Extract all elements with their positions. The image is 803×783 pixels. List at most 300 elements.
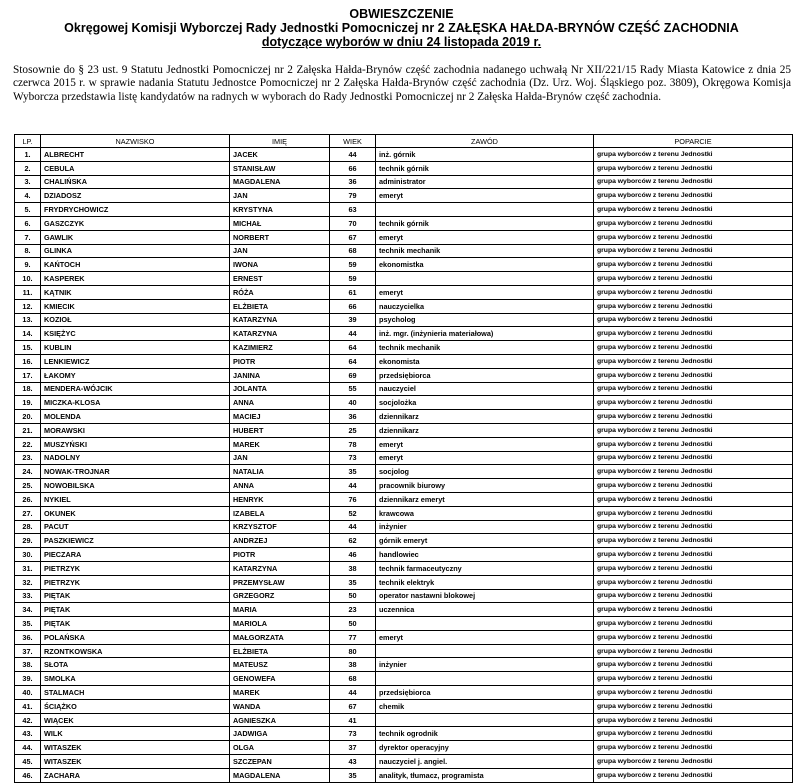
cell-zawod-text: technik mechanik — [379, 343, 441, 353]
cell-poparcie-text: grupa wyborców z terenu Jednostki — [597, 757, 713, 765]
cell-zawod — [376, 382, 594, 396]
cell-nazwisko: SMOLKA — [41, 672, 230, 686]
cell-imie: IWONA — [230, 258, 330, 272]
cell-poparcie — [594, 630, 793, 644]
cell-wiek: 70 — [330, 216, 376, 230]
table-row — [15, 741, 793, 755]
cell-wiek: 36 — [330, 410, 376, 424]
cell-zawod-text: uczennica — [379, 605, 415, 615]
cell-poparcie-text: grupa wyborców z terenu Jednostki — [597, 592, 713, 600]
cell-nazwisko: OKUNEK — [41, 506, 230, 520]
cell-zawod-text: inż. górnik — [379, 149, 416, 159]
table-row — [15, 451, 793, 465]
cell-poparcie — [594, 520, 793, 534]
cell-zawod-text: emeryt — [379, 191, 403, 201]
cell-zawod-text: technik górnik — [379, 163, 429, 173]
table-row — [15, 299, 793, 313]
cell-wiek: 52 — [330, 506, 376, 520]
cell-nazwisko: WILK — [41, 727, 230, 741]
cell-lp: 30. — [15, 548, 41, 562]
cell-nazwisko: PIĘTAK — [41, 617, 230, 631]
cell-zawod — [376, 161, 594, 175]
cell-wiek: 67 — [330, 699, 376, 713]
cell-poparcie-text: grupa wyborców z terenu Jednostki — [597, 206, 713, 214]
cell-lp: 46. — [15, 768, 41, 782]
cell-zawod — [376, 396, 594, 410]
table-row — [15, 672, 793, 686]
cell-poparcie-text: grupa wyborców z terenu Jednostki — [597, 330, 713, 338]
cell-nazwisko: ALBRECHT — [41, 148, 230, 162]
cell-nazwisko: DZIADOSZ — [41, 189, 230, 203]
table-row — [15, 506, 793, 520]
cell-poparcie — [594, 258, 793, 272]
cell-lp: 22. — [15, 437, 41, 451]
cell-imie: MAREK — [230, 686, 330, 700]
cell-poparcie-text: grupa wyborców z terenu Jednostki — [597, 537, 713, 545]
cell-poparcie-text: grupa wyborców z terenu Jednostki — [597, 219, 713, 227]
table-row — [15, 313, 793, 327]
cell-poparcie — [594, 299, 793, 313]
cell-lp: 25. — [15, 479, 41, 493]
cell-zawod-text: handlowiec — [379, 550, 419, 559]
cell-imie: JAN — [230, 451, 330, 465]
table-row — [15, 272, 793, 286]
cell-poparcie-text: grupa wyborców z terenu Jednostki — [597, 454, 713, 462]
cell-wiek: 35 — [330, 465, 376, 479]
cell-nazwisko: MORAWSKI — [41, 423, 230, 437]
cell-imie: MAGDALENA — [230, 175, 330, 189]
cell-zawod — [376, 341, 594, 355]
table-row — [15, 341, 793, 355]
header-zawod: ZAWÓD — [376, 135, 594, 148]
cell-poparcie — [594, 644, 793, 658]
table-row — [15, 630, 793, 644]
cell-zawod — [376, 148, 594, 162]
cell-poparcie-text: grupa wyborców z terenu Jednostki — [597, 468, 713, 476]
cell-zawod-text: inżynier — [379, 660, 407, 670]
cell-imie: MATEUSZ — [230, 658, 330, 672]
cell-zawod-text: analityk, tłumacz, programista — [379, 770, 484, 780]
table-body — [15, 148, 793, 783]
cell-zawod-text: przedsiębiorca — [379, 370, 431, 380]
cell-wiek: 40 — [330, 396, 376, 410]
cell-poparcie — [594, 396, 793, 410]
cell-wiek: 66 — [330, 299, 376, 313]
cell-poparcie — [594, 479, 793, 493]
cell-imie: WANDA — [230, 699, 330, 713]
cell-poparcie — [594, 368, 793, 382]
cell-lp: 34. — [15, 603, 41, 617]
cell-lp: 11. — [15, 285, 41, 299]
cell-lp: 23. — [15, 451, 41, 465]
cell-zawod-text: operator nastawni blokowej — [379, 591, 476, 601]
cell-lp: 21. — [15, 423, 41, 437]
cell-poparcie — [594, 575, 793, 589]
cell-zawod — [376, 230, 594, 244]
cell-poparcie-text: grupa wyborców z terenu Jednostki — [597, 564, 713, 572]
cell-imie: MARIOLA — [230, 617, 330, 631]
cell-poparcie — [594, 148, 793, 162]
cell-lp: 28. — [15, 520, 41, 534]
cell-lp: 7. — [15, 230, 41, 244]
table-row — [15, 727, 793, 741]
cell-zawod — [376, 603, 594, 617]
cell-wiek: 61 — [330, 285, 376, 299]
cell-zawod — [376, 534, 594, 548]
cell-wiek: 35 — [330, 768, 376, 782]
cell-zawod — [376, 313, 594, 327]
cell-lp: 20. — [15, 410, 41, 424]
cell-zawod — [376, 741, 594, 755]
cell-poparcie — [594, 755, 793, 769]
cell-zawod-text: dziennikarz emeryt — [379, 494, 445, 504]
cell-zawod-text: chemik — [379, 701, 405, 711]
table-row — [15, 465, 793, 479]
table-row — [15, 658, 793, 672]
cell-imie: ELŻBIETA — [230, 644, 330, 658]
cell-nazwisko: ZACHARA — [41, 768, 230, 782]
cell-zawod-text: pracownik biurowy — [379, 481, 446, 491]
cell-lp: 38. — [15, 658, 41, 672]
cell-lp: 5. — [15, 203, 41, 217]
cell-imie: MAREK — [230, 437, 330, 451]
cell-nazwisko: RZONTKOWSKA — [41, 644, 230, 658]
cell-wiek: 38 — [330, 561, 376, 575]
cell-imie: OLGA — [230, 741, 330, 755]
cell-lp: 43. — [15, 727, 41, 741]
cell-imie: JACEK — [230, 148, 330, 162]
cell-zawod — [376, 492, 594, 506]
cell-zawod — [376, 272, 594, 286]
table-header-row — [15, 135, 793, 148]
cell-wiek: 44 — [330, 479, 376, 493]
cell-poparcie — [594, 548, 793, 562]
cell-wiek: 44 — [330, 520, 376, 534]
table-row — [15, 203, 793, 217]
cell-lp: 45. — [15, 755, 41, 769]
cell-poparcie — [594, 354, 793, 368]
cell-nazwisko: FRYDRYCHOWICZ — [41, 203, 230, 217]
cell-wiek: 35 — [330, 575, 376, 589]
cell-nazwisko: MUSZYŃSKI — [41, 437, 230, 451]
cell-poparcie — [594, 686, 793, 700]
cell-imie: JOLANTA — [230, 382, 330, 396]
cell-nazwisko: ŁAKOMY — [41, 368, 230, 382]
table-row — [15, 189, 793, 203]
cell-lp: 9. — [15, 258, 41, 272]
cell-nazwisko: PIĘTAK — [41, 603, 230, 617]
cell-zawod — [376, 175, 594, 189]
cell-zawod — [376, 216, 594, 230]
cell-zawod — [376, 686, 594, 700]
cell-poparcie-text: grupa wyborców z terenu Jednostki — [597, 523, 713, 531]
cell-nazwisko: KASPEREK — [41, 272, 230, 286]
cell-poparcie-text: grupa wyborców z terenu Jednostki — [597, 385, 713, 393]
cell-zawod — [376, 755, 594, 769]
table-row — [15, 230, 793, 244]
cell-lp: 36. — [15, 630, 41, 644]
cell-nazwisko: ŚCIĄŻKO — [41, 699, 230, 713]
table-row — [15, 534, 793, 548]
cell-imie: STANISŁAW — [230, 161, 330, 175]
cell-poparcie-text: grupa wyborców z terenu Jednostki — [597, 316, 713, 324]
cell-nazwisko: KUBLIN — [41, 341, 230, 355]
table-row — [15, 327, 793, 341]
cell-poparcie-text: grupa wyborców z terenu Jednostki — [597, 606, 713, 614]
cell-wiek: 38 — [330, 658, 376, 672]
cell-poparcie-text: grupa wyborców z terenu Jednostki — [597, 771, 713, 779]
cell-imie: KAZIMIERZ — [230, 341, 330, 355]
cell-lp: 13. — [15, 313, 41, 327]
cell-imie: HUBERT — [230, 423, 330, 437]
cell-lp: 39. — [15, 672, 41, 686]
cell-poparcie — [594, 230, 793, 244]
cell-zawod — [376, 589, 594, 603]
cell-poparcie-text: grupa wyborców z terenu Jednostki — [597, 619, 713, 627]
cell-poparcie — [594, 534, 793, 548]
cell-poparcie-text: grupa wyborców z terenu Jednostki — [597, 344, 713, 352]
table-row — [15, 755, 793, 769]
cell-imie: JAN — [230, 244, 330, 258]
cell-lp: 35. — [15, 617, 41, 631]
cell-zawod-text: inżynier — [379, 522, 407, 532]
cell-wiek: 59 — [330, 258, 376, 272]
cell-zawod — [376, 189, 594, 203]
cell-imie: KATARZYNA — [230, 327, 330, 341]
cell-lp: 6. — [15, 216, 41, 230]
cell-lp: 16. — [15, 354, 41, 368]
cell-lp: 14. — [15, 327, 41, 341]
cell-zawod — [376, 451, 594, 465]
intro-paragraph: Stosownie do § 23 ust. 9 Statutu Jednostki Pomocniczej nr 2 Załęska Hałda-Brynów część zachodnia nadanego uchwałą Nr XII/221/15 Rady Miasta Katowice z dnia 25 czerwca 2015 r. w sprawie nadania Statutu Jednostce Pomocniczej nr 2 Załęska Hałda-Brynów część zachodnia (Dz. Urz. Woj. Śląskiego poz. 3809), Okręgowa Komisja Wyborcza przedstawia listę kandydatów na radnych w wyborach do Rady Jednostki Pomocniczej nr 2 Załęska Hałda-Brynów część zachodnia. — [13, 64, 791, 103]
cell-zawod-text: ekonomista — [379, 356, 420, 366]
cell-poparcie-text: grupa wyborców z terenu Jednostki — [597, 633, 713, 641]
cell-zawod — [376, 327, 594, 341]
cell-zawod — [376, 575, 594, 589]
table-row — [15, 354, 793, 368]
cell-wiek: 64 — [330, 341, 376, 355]
cell-imie: JAN — [230, 189, 330, 203]
cell-nazwisko: GASZCZYK — [41, 216, 230, 230]
cell-zawod-text: technik farmaceutyczny — [379, 563, 462, 573]
cell-zawod-text: nauczycielka — [379, 301, 425, 311]
cell-wiek: 62 — [330, 534, 376, 548]
cell-poparcie — [594, 285, 793, 299]
cell-poparcie — [594, 768, 793, 782]
cell-nazwisko: KĄTNIK — [41, 285, 230, 299]
cell-imie: NATALIA — [230, 465, 330, 479]
cell-poparcie — [594, 451, 793, 465]
cell-poparcie — [594, 561, 793, 575]
header-poparcie: POPARCIE — [594, 135, 793, 148]
cell-poparcie — [594, 203, 793, 217]
cell-poparcie-text: grupa wyborców z terenu Jednostki — [597, 426, 713, 434]
cell-nazwisko: LENKIEWICZ — [41, 354, 230, 368]
cell-wiek: 63 — [330, 203, 376, 217]
cell-poparcie-text: grupa wyborców z terenu Jednostki — [597, 288, 713, 296]
cell-wiek: 64 — [330, 354, 376, 368]
cell-zawod — [376, 630, 594, 644]
cell-imie: PRZEMYSŁAW — [230, 575, 330, 589]
cell-wiek: 44 — [330, 327, 376, 341]
cell-zawod — [376, 727, 594, 741]
cell-lp: 42. — [15, 713, 41, 727]
table-row — [15, 258, 793, 272]
cell-poparcie — [594, 410, 793, 424]
cell-zawod-text: emeryt — [379, 287, 403, 297]
cell-imie: PIOTR — [230, 548, 330, 562]
cell-imie: AGNIESZKA — [230, 713, 330, 727]
table-row — [15, 396, 793, 410]
cell-wiek: 78 — [330, 437, 376, 451]
cell-lp: 32. — [15, 575, 41, 589]
cell-nazwisko: NYKIEL — [41, 492, 230, 506]
cell-wiek: 41 — [330, 713, 376, 727]
table-row — [15, 285, 793, 299]
cell-imie: HENRYK — [230, 492, 330, 506]
cell-poparcie-text: grupa wyborców z terenu Jednostki — [597, 178, 713, 186]
cell-wiek: 23 — [330, 603, 376, 617]
cell-nazwisko: MENDERA-WÓJCIK — [41, 382, 230, 396]
cell-poparcie — [594, 465, 793, 479]
cell-poparcie-text: grupa wyborców z terenu Jednostki — [597, 371, 713, 379]
cell-poparcie — [594, 341, 793, 355]
table-row — [15, 423, 793, 437]
cell-wiek: 66 — [330, 161, 376, 175]
cell-imie: MARIA — [230, 603, 330, 617]
cell-imie: IZABELA — [230, 506, 330, 520]
cell-poparcie-text: grupa wyborców z terenu Jednostki — [597, 192, 713, 200]
cell-poparcie — [594, 175, 793, 189]
cell-imie: SZCZEPAN — [230, 755, 330, 769]
cell-zawod — [376, 410, 594, 424]
cell-imie: ERNEST — [230, 272, 330, 286]
cell-zawod — [376, 437, 594, 451]
cell-lp: 1. — [15, 148, 41, 162]
cell-zawod — [376, 520, 594, 534]
cell-zawod — [376, 617, 594, 631]
cell-imie: RÓŻA — [230, 285, 330, 299]
table-row — [15, 548, 793, 562]
cell-lp: 27. — [15, 506, 41, 520]
cell-poparcie-text: grupa wyborców z terenu Jednostki — [597, 275, 713, 283]
cell-poparcie-text: grupa wyborców z terenu Jednostki — [597, 261, 713, 269]
cell-imie: MAŁGORZATA — [230, 630, 330, 644]
cell-poparcie — [594, 672, 793, 686]
cell-zawod-text: emeryt — [379, 439, 403, 449]
cell-poparcie — [594, 617, 793, 631]
cell-poparcie — [594, 727, 793, 741]
cell-wiek: 67 — [330, 230, 376, 244]
candidates-table — [14, 134, 793, 783]
table-row — [15, 175, 793, 189]
cell-wiek: 80 — [330, 644, 376, 658]
cell-imie: KRYSTYNA — [230, 203, 330, 217]
cell-zawod — [376, 548, 594, 562]
table-row — [15, 244, 793, 258]
cell-imie: JADWIGA — [230, 727, 330, 741]
cell-poparcie-text: grupa wyborców z terenu Jednostki — [597, 730, 713, 738]
cell-imie: MAGDALENA — [230, 768, 330, 782]
cell-zawod — [376, 658, 594, 672]
cell-zawod-text: krawcowa — [379, 508, 414, 518]
cell-poparcie — [594, 327, 793, 341]
header-nazwisko: NAZWISKO — [41, 135, 230, 148]
header-lp: LP. — [15, 135, 41, 148]
cell-nazwisko: NOWAK-TROJNAR — [41, 465, 230, 479]
cell-nazwisko: PIETRZYK — [41, 575, 230, 589]
cell-poparcie — [594, 272, 793, 286]
table-row — [15, 216, 793, 230]
cell-imie: JANINA — [230, 368, 330, 382]
cell-poparcie — [594, 506, 793, 520]
cell-wiek: 39 — [330, 313, 376, 327]
cell-zawod-text: psycholog — [379, 315, 416, 325]
cell-nazwisko: STALMACH — [41, 686, 230, 700]
cell-poparcie — [594, 437, 793, 451]
cell-imie: ELŻBIETA — [230, 299, 330, 313]
cell-wiek: 76 — [330, 492, 376, 506]
cell-nazwisko: PASZKIEWICZ — [41, 534, 230, 548]
header-election-date: dotyczące wyborów w dniu 24 listopada 2019 r. — [261, 35, 542, 49]
cell-imie: KATARZYNA — [230, 561, 330, 575]
cell-zawod — [376, 699, 594, 713]
cell-imie: MICHAŁ — [230, 216, 330, 230]
cell-wiek: 50 — [330, 589, 376, 603]
cell-zawod-text: nauczyciel — [379, 384, 416, 394]
cell-zawod — [376, 258, 594, 272]
cell-lp: 26. — [15, 492, 41, 506]
cell-nazwisko: PACUT — [41, 520, 230, 534]
cell-poparcie-text: grupa wyborców z terenu Jednostki — [597, 482, 713, 490]
cell-wiek: 69 — [330, 368, 376, 382]
cell-zawod — [376, 465, 594, 479]
cell-nazwisko: KMIECIK — [41, 299, 230, 313]
cell-poparcie — [594, 161, 793, 175]
header-commission: Okręgowej Komisji Wyborczej Rady Jednostki Pomocniczej nr 2 ZAŁĘSKA HAŁDA-BRYNÓW CZĘŚĆ ZACHODNIA — [64, 21, 739, 35]
table-row — [15, 589, 793, 603]
cell-poparcie — [594, 658, 793, 672]
cell-poparcie — [594, 589, 793, 603]
cell-nazwisko: WIĄCEK — [41, 713, 230, 727]
cell-zawod-text: technik górnik — [379, 218, 429, 228]
table-row — [15, 768, 793, 782]
cell-lp: 8. — [15, 244, 41, 258]
cell-nazwisko: POLAŃSKA — [41, 630, 230, 644]
cell-imie: KRZYSZTOF — [230, 520, 330, 534]
cell-zawod — [376, 713, 594, 727]
cell-zawod-text: nauczyciel j. angiel. — [379, 756, 448, 766]
cell-lp: 19. — [15, 396, 41, 410]
cell-zawod — [376, 672, 594, 686]
cell-nazwisko: NADOLNY — [41, 451, 230, 465]
cell-wiek: 44 — [330, 686, 376, 700]
table-row — [15, 603, 793, 617]
cell-wiek: 77 — [330, 630, 376, 644]
cell-imie: KATARZYNA — [230, 313, 330, 327]
table-row — [15, 561, 793, 575]
table-row — [15, 713, 793, 727]
cell-lp: 31. — [15, 561, 41, 575]
cell-poparcie — [594, 492, 793, 506]
cell-imie: MACIEJ — [230, 410, 330, 424]
cell-zawod-text: emeryt — [379, 632, 403, 642]
cell-lp: 3. — [15, 175, 41, 189]
cell-poparcie-text: grupa wyborców z terenu Jednostki — [597, 661, 713, 669]
cell-imie: ANNA — [230, 479, 330, 493]
cell-nazwisko: PIECZARA — [41, 548, 230, 562]
cell-zawod-text: emeryt — [379, 453, 403, 463]
